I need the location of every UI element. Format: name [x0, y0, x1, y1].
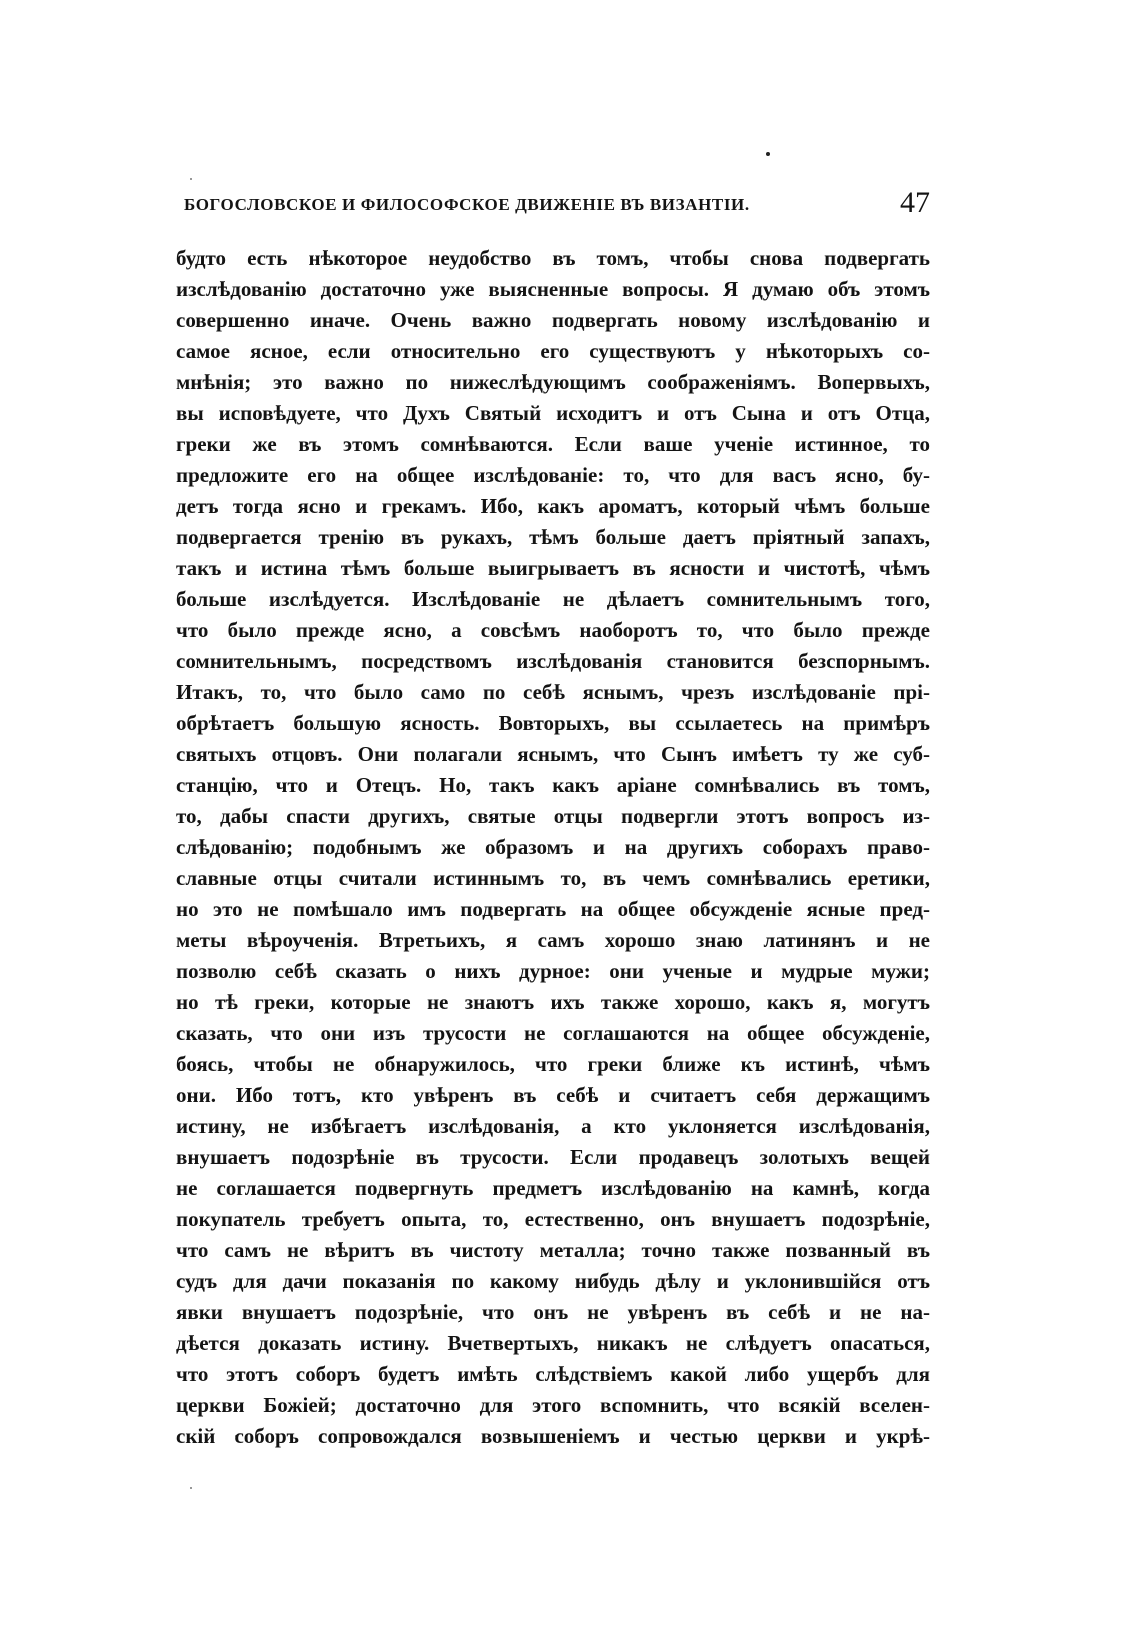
- running-title: БОГОСЛОВСКОЕ И ФИЛОСОФСКОЕ ДВИЖЕНІЕ ВЪ ВИЗАНТІИ.: [184, 195, 750, 214]
- page-number: 47: [900, 186, 930, 219]
- page-header: [176, 186, 930, 222]
- text-line: что было прежде ясно, а совсѣмъ наоборотъ то, что было прежде: [176, 618, 930, 642]
- text-line: совершенно иначе. Очень важно подвергать новому изслѣдованію и: [176, 308, 930, 332]
- text-line: изслѣдованію достаточно уже выясненные вопросы. Я думаю объ этомъ: [176, 277, 930, 301]
- text-line: что этотъ соборъ будетъ имѣть слѣдствіемъ какой либо ущербъ для: [176, 1362, 930, 1386]
- text-line: самое ясное, если относительно его существуютъ у нѣкоторыхъ со-: [176, 339, 930, 363]
- text-line: боясь, чтобы не обнаружилось, что греки ближе къ истинѣ, чѣмъ: [176, 1052, 930, 1076]
- text-line: но это не помѣшало имъ подвергать на общее обсужденіе ясные пред-: [176, 897, 930, 921]
- text-line: предложите его на общее изслѣдованіе: то, что для васъ ясно, бу-: [176, 463, 930, 487]
- text-line: но тѣ греки, которые не знаютъ ихъ также хорошо, какъ я, могутъ: [176, 990, 930, 1014]
- text-line: позволю себѣ сказать о нихъ дурное: они ученые и мудрые мужи;: [176, 959, 930, 983]
- text-line: Итакъ, то, что было само по себѣ яснымъ, чрезъ изслѣдованіе прі-: [176, 680, 930, 704]
- text-line: подвергается тренію въ рукахъ, тѣмъ больше даетъ пріятный запахъ,: [176, 525, 930, 549]
- text-line: слѣдованію; подобнымъ же образомъ и на другихъ соборахъ право-: [176, 835, 930, 859]
- text-line: то, дабы спасти другихъ, святые отцы подвергли этотъ вопросъ из-: [176, 804, 930, 828]
- print-speck: [190, 1487, 192, 1489]
- text-line: они. Ибо тотъ, кто увѣренъ въ себѣ и считаетъ себя держащимъ: [176, 1083, 930, 1107]
- text-line: станцію, что и Отецъ. Но, такъ какъ аріане сомнѣвались въ томъ,: [176, 773, 930, 797]
- text-line: истину, не избѣгаетъ изслѣдованія, а кто уклоняется изслѣдованія,: [176, 1114, 930, 1138]
- text-line: славные отцы считали истиннымъ то, въ чемъ сомнѣвались еретики,: [176, 866, 930, 890]
- text-line: такъ и истина тѣмъ больше выигрываетъ въ ясности и чистотѣ, чѣмъ: [176, 556, 930, 580]
- text-line: больше изслѣдуется. Изслѣдованіе не дѣлаетъ сомнительнымъ того,: [176, 587, 930, 611]
- text-line: церкви Божіей; достаточно для этого вспомнить, что всякій вселен-: [176, 1393, 930, 1417]
- text-line: что самъ не вѣритъ въ чистоту металла; точно также позванный въ: [176, 1238, 930, 1262]
- text-line: греки же въ этомъ сомнѣваются. Если ваше ученіе истинное, то: [176, 432, 930, 456]
- text-line: сомнительнымъ, посредствомъ изслѣдованія становится безспорнымъ.: [176, 649, 930, 673]
- text-line: не соглашается подвергнуть предметъ изслѣдованію на камнѣ, когда: [176, 1176, 930, 1200]
- text-line: дѣется доказать истину. Вчетвертыхъ, никакъ не слѣдуетъ опасаться,: [176, 1331, 930, 1355]
- text-line: меты вѣроученія. Втретьихъ, я самъ хорошо знаю латинянъ и не: [176, 928, 930, 952]
- text-line: будто есть нѣкоторое неудобство въ томъ, чтобы снова подвергать: [176, 246, 930, 270]
- text-line: явки внушаетъ подозрѣніе, что онъ не увѣренъ въ себѣ и не на-: [176, 1300, 930, 1324]
- text-line: святыхъ отцовъ. Они полагали яснымъ, что Сынъ имѣетъ ту же суб-: [176, 742, 930, 766]
- text-line: сказать, что они изъ трусости не соглашаются на общее обсужденіе,: [176, 1021, 930, 1045]
- text-line: внушаетъ подозрѣніе въ трусости. Если продавецъ золотыхъ вещей: [176, 1145, 930, 1169]
- text-line: судъ для дачи показанія по какому нибудь дѣлу и уклонившійся отъ: [176, 1269, 930, 1293]
- text-line: мнѣнія; это важно по нижеслѣдующимъ соображеніямъ. Вопервыхъ,: [176, 370, 930, 394]
- text-line: покупатель требуетъ опыта, то, естественно, онъ внушаетъ подозрѣніе,: [176, 1207, 930, 1231]
- print-speck: [190, 178, 192, 180]
- text-line: скій соборъ сопровождался возвышеніемъ и честью церкви и укрѣ-: [176, 1424, 930, 1448]
- text-line: обрѣтаетъ большую ясность. Вовторыхъ, вы ссылаетесь на примѣръ: [176, 711, 930, 735]
- text-line: детъ тогда ясно и грекамъ. Ибо, какъ ароматъ, который чѣмъ больше: [176, 494, 930, 518]
- body-text: [176, 243, 930, 1452]
- text-line: вы исповѣдуете, что Духъ Святый исходитъ и отъ Сына и отъ Отца,: [176, 401, 930, 425]
- print-speck: [766, 152, 770, 156]
